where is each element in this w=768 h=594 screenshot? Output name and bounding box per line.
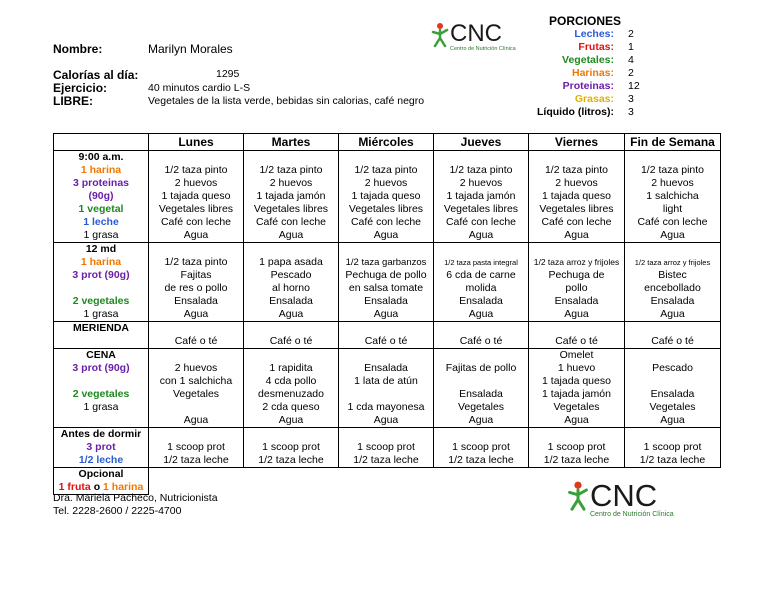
day-header-miercoles: Miércoles xyxy=(339,134,434,151)
running-person-icon xyxy=(566,480,590,515)
meal-label-antes-de-dormir: Antes de dormir 3 prot 1/2 leche xyxy=(54,428,149,468)
day-header-jueves: Jueves xyxy=(434,134,529,151)
cell-merienda-martes: Café o té xyxy=(244,322,339,349)
footer-tel: Tel. 2228-2600 / 2225-4700 xyxy=(53,505,182,517)
cell-almuerzo-lunes: 1/2 taza pinto Fajitas de res o pollo Ensalada Agua xyxy=(149,243,244,322)
table-row-cena xyxy=(54,349,721,428)
porcion-liquido: Líquido (litros): 3 xyxy=(537,106,634,118)
table-header-row xyxy=(54,134,721,151)
cell-desayuno-lunes: 1/2 taza pinto 2 huevos 1 tajada queso Vegetales libres Café con leche Agua xyxy=(149,151,244,243)
running-person-icon xyxy=(430,22,450,51)
cell-cena-viernes: Omelet 1 huevo 1 tajada queso 1 tajada jamón Vegetales Agua xyxy=(529,349,625,428)
cell-cena-fin-de-semana: Pescado Ensalada Vegetales Agua xyxy=(625,349,721,428)
cell-almuerzo-viernes: 1/2 taza arroz y frijoles Pechuga de pollo Ensalada Agua xyxy=(529,243,625,322)
cell-almuerzo-martes: 1 papa asada Pescado al horno Ensalada Agua xyxy=(244,243,339,322)
calorias-value: 1295 xyxy=(216,68,240,80)
cnc-logo-bottom xyxy=(566,480,674,518)
table-row-antes-de-dormir xyxy=(54,428,721,468)
porcion-grasas: Grasas: 3 xyxy=(574,93,634,105)
table-row-merienda xyxy=(54,322,721,349)
logo-subtitle: Centro de Nutrición Clínica xyxy=(590,511,674,518)
cell-cena-miercoles: Ensalada 1 lata de atún 1 cda mayonesa Agua xyxy=(339,349,434,428)
table-row-almuerzo xyxy=(54,243,721,322)
logo-name: CNC xyxy=(590,478,658,513)
calorias-label: Calorías al día: xyxy=(53,68,139,82)
footer-doctor: Dra. Mariela Pacheco, Nutricionista xyxy=(53,492,218,504)
cell-merienda-jueves: Café o té xyxy=(434,322,529,349)
cell-merienda-fin-de-semana: Café o té xyxy=(625,322,721,349)
meal-label-almuerzo: 12 md 1 harina 3 prot (90g) 2 vegetales 1 grasa xyxy=(54,243,149,322)
libre-value: Vegetales de la lista verde, bebidas sin calorias, café negro xyxy=(148,95,425,107)
cell-almuerzo-miercoles: 1/2 taza garbanzos Pechuga de pollo en salsa tomate Ensalada Agua xyxy=(339,243,434,322)
porcion-leches: Leches: 2 xyxy=(574,28,634,40)
nombre-label: Nombre: xyxy=(53,42,103,56)
porcion-frutas: Frutas: 1 xyxy=(578,41,634,53)
meal-label-opcional: Opcional 1 fruta o 1 harina xyxy=(54,468,149,495)
porciones-title: PORCIONES xyxy=(549,14,622,28)
cell-merienda-miercoles: Café o té xyxy=(339,322,434,349)
cell-antes-fin-de-semana: 1 scoop prot 1/2 taza leche xyxy=(625,428,721,468)
day-header-viernes: Viernes xyxy=(529,134,625,151)
day-header-lunes: Lunes xyxy=(149,134,244,151)
cell-cena-lunes: 2 huevos con 1 salchicha Vegetales Agua xyxy=(149,349,244,428)
cell-antes-miercoles: 1 scoop prot 1/2 taza leche xyxy=(339,428,434,468)
day-header-martes: Martes xyxy=(244,134,339,151)
header-corner xyxy=(54,134,149,151)
porcion-proteinas: Proteinas: 12 xyxy=(562,80,640,92)
logo-name: CNC xyxy=(450,20,502,47)
cell-merienda-viernes: Café o té xyxy=(529,322,625,349)
cell-antes-viernes: 1 scoop prot 1/2 taza leche xyxy=(529,428,625,468)
cell-cena-martes: 1 rapidita 4 cda pollo desmenuzado 2 cda queso Agua xyxy=(244,349,339,428)
meal-label-desayuno: 9:00 a.m. 1 harina 3 proteinas (90g) 1 vegetal 1 leche 1 grasa xyxy=(54,151,149,243)
cell-desayuno-jueves: 1/2 taza pinto 2 huevos 1 tajada jamón Vegetales libres Café con leche Agua xyxy=(434,151,529,243)
meal-label-cena: CENA 3 prot (90g) 2 vegetales 1 grasa xyxy=(54,349,149,428)
ejercicio-value: 40 minutos cardio L-S xyxy=(148,82,251,94)
ejercicio-label: Ejercicio: xyxy=(53,81,108,95)
cell-antes-martes: 1 scoop prot 1/2 taza leche xyxy=(244,428,339,468)
cnc-logo-top xyxy=(430,22,516,52)
cell-desayuno-miercoles: 1/2 taza pinto 2 huevos 1 tajada queso Vegetales libres Café con leche Agua xyxy=(339,151,434,243)
cell-desayuno-fin-de-semana: 1/2 taza pinto 2 huevos 1 salchicha light Café con leche Agua xyxy=(625,151,721,243)
porcion-vegetales: Vegetales: 4 xyxy=(562,54,634,66)
cell-merienda-lunes: Café o té xyxy=(149,322,244,349)
porciones-list xyxy=(506,28,640,119)
table-row-desayuno xyxy=(54,151,721,243)
nombre-value: Marilyn Morales xyxy=(148,42,233,56)
cell-antes-lunes: 1 scoop prot 1/2 taza leche xyxy=(149,428,244,468)
cell-antes-jueves: 1 scoop prot 1/2 taza leche xyxy=(434,428,529,468)
cell-desayuno-martes: 1/2 taza pinto 2 huevos 1 tajada jamón Vegetales libres Café con leche Agua xyxy=(244,151,339,243)
cell-almuerzo-fin-de-semana: 1/2 taza arroz y frijoles Bistec encebollado Ensalada Agua xyxy=(625,243,721,322)
meal-plan-table xyxy=(53,133,721,495)
cell-almuerzo-jueves: 1/2 taza pasta integral 6 cda de carne molida Ensalada Agua xyxy=(434,243,529,322)
porcion-harinas: Harinas: 2 xyxy=(571,67,634,79)
meal-label-merienda: MERIENDA xyxy=(54,322,149,349)
cell-desayuno-viernes: 1/2 taza pinto 2 huevos 1 tajada queso Vegetales libres Café con leche Agua xyxy=(529,151,625,243)
libre-label: LIBRE: xyxy=(53,94,93,108)
day-header-fin-de-semana: Fin de Semana xyxy=(625,134,721,151)
logo-subtitle: Centro de Nutrición Clínica xyxy=(450,46,516,52)
cell-cena-jueves: Fajitas de pollo Ensalada Vegetales Agua xyxy=(434,349,529,428)
